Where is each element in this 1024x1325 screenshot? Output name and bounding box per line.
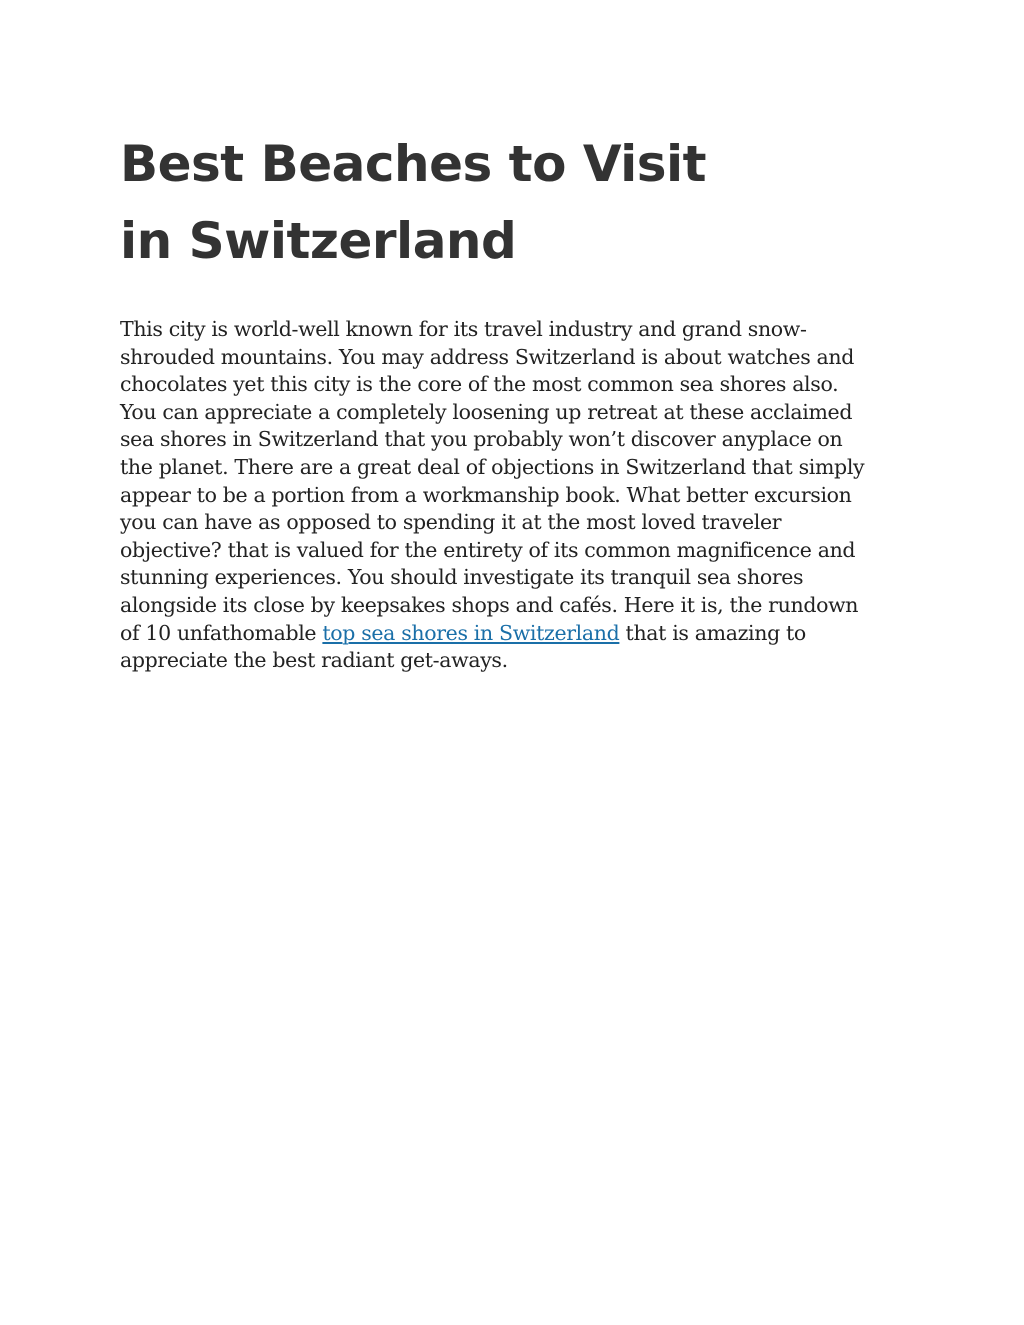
paragraph-line-with-link [120,620,920,648]
title-line-1: Best Beaches to Visit [120,135,707,193]
link-lead-text: of 10 unfathomable [120,620,323,645]
paragraph-line: shrouded mountains. You may address Switzerland is about watches and [120,344,855,369]
title-line-2: in Switzerland [120,212,517,270]
paragraph-line: This city is world-well known for its travel industry and grand snow- [120,317,807,341]
paragraph-line: You can appreciate a completely loosening up retreat at these acclaimed [120,399,853,424]
paragraph-line: you can have as opposed to spending it at the most loved traveler [120,510,782,535]
article-paragraph [120,316,920,675]
link-trail-text: that is amazing to [619,620,806,645]
paragraph-line: appear to be a portion from a workmanship book. What better excursion [120,482,852,507]
page-title [120,126,706,280]
paragraph-line: alongside its close by keepsakes shops and cafés. Here it is, the rundown [120,592,859,617]
paragraph-line: sea shores in Switzerland that you probably won’t discover anyplace on [120,427,843,452]
paragraph-line: chocolates yet this city is the core of the most common sea shores also. [120,372,839,397]
paragraph-line: appreciate the best radiant get-aways. [120,648,508,673]
paragraph-line: the planet. There are a great deal of objections in Switzerland that simply [120,454,865,479]
paragraph-line: stunning experiences. You should investigate its tranquil sea shores [120,565,804,590]
paragraph-line: objective? that is valued for the entirety of its common magnificence and [120,537,856,562]
beaches-switzerland-link[interactable]: top sea shores in Switzerland [322,620,620,645]
